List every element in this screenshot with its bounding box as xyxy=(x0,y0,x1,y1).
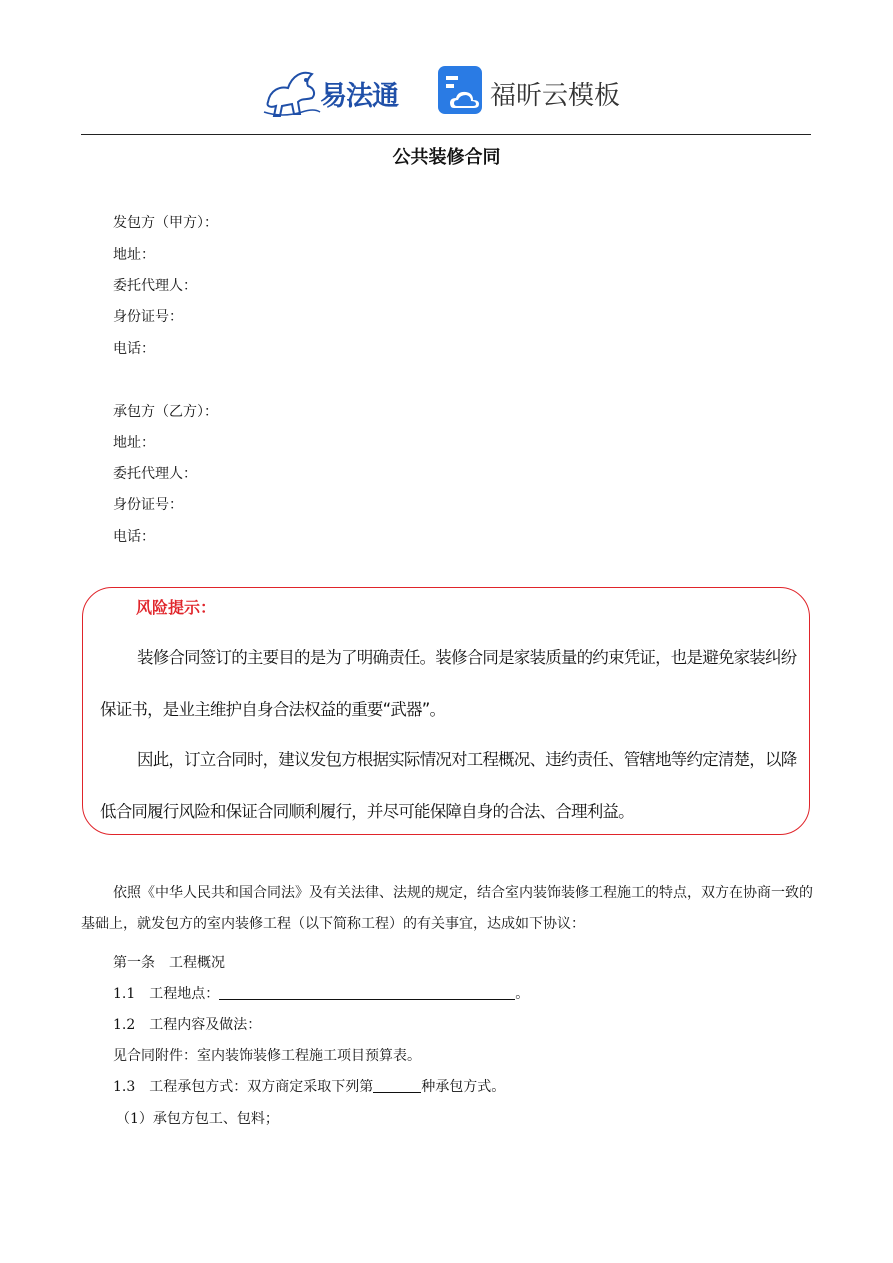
qilin-icon xyxy=(262,62,322,120)
party-a-id: 身份证号： xyxy=(113,309,183,325)
item-1-1 xyxy=(113,983,529,1003)
item-1-2: 1.2 工程内容及做法： xyxy=(113,1017,262,1033)
party-a-agent: 委托代理人： xyxy=(113,278,197,294)
project-location-blank[interactable] xyxy=(219,985,515,1000)
risk-notice-title: 风险提示： xyxy=(136,598,217,617)
document-header xyxy=(0,58,893,128)
item-1-3-label: 1.3 工程承包方式：双方商定采取下列第 xyxy=(113,1079,374,1095)
risk-notice-box xyxy=(82,587,810,835)
party-b-id: 身份证号： xyxy=(113,497,183,513)
foxit-template-logo xyxy=(436,64,646,122)
option-1: （1）承包方包工、包料； xyxy=(116,1111,279,1127)
party-b-address: 地址： xyxy=(113,435,155,451)
attachment-note: 见合同附件：室内装饰装修工程施工项目预算表。 xyxy=(113,1048,421,1064)
party-b-agent: 委托代理人： xyxy=(113,466,197,482)
foxit-cloud-icon xyxy=(436,64,486,118)
item-1-1-end: 。 xyxy=(515,986,530,1002)
item-1-3-end: 种承包方式。 xyxy=(421,1079,506,1095)
party-a-field: 发包方（甲方）： xyxy=(113,215,218,231)
document-title: 公共装修合同 xyxy=(392,147,501,168)
risk-paragraph-1: 装修合同签订的主要目的是为了明确责任。装修合同是家装质量的约束凭证，也是避免家装纠纷保证书，是业主维护自身合法权益的重要“武器”。 xyxy=(100,648,797,719)
article-1-heading: 第一条 工程概况 xyxy=(113,955,225,971)
yifatong-logo xyxy=(262,62,412,120)
item-1-1-label: 1.1 工程地点： xyxy=(113,986,220,1002)
party-b-phone: 电话： xyxy=(113,529,155,545)
header-divider xyxy=(81,134,811,135)
contract-method-blank[interactable] xyxy=(373,1078,421,1093)
party-b-field: 承包方（乙方）： xyxy=(113,404,218,420)
logo-left-text: 易法通 xyxy=(320,81,398,112)
risk-paragraph-2: 因此，订立合同时，建议发包方根据实际情况对工程概况、违约责任、管辖地等约定清楚，以降低合同履行风险和保证合同顺利履行，并尽可能保障自身的合法、合理利益。 xyxy=(100,750,797,821)
party-a-phone: 电话： xyxy=(113,341,155,357)
logo-right-text: 福昕云模板 xyxy=(490,81,621,111)
party-a-address: 地址： xyxy=(113,247,155,263)
intro-paragraph: 依照《中华人民共和国合同法》及有关法律、法规的规定，结合室内装饰装修工程施工的特点，双方在协商一致的基础上，就发包方的室内装修工程（以下简称工程）的有关事宜，达成如下协议： xyxy=(81,885,813,932)
item-1-3 xyxy=(113,1076,505,1096)
